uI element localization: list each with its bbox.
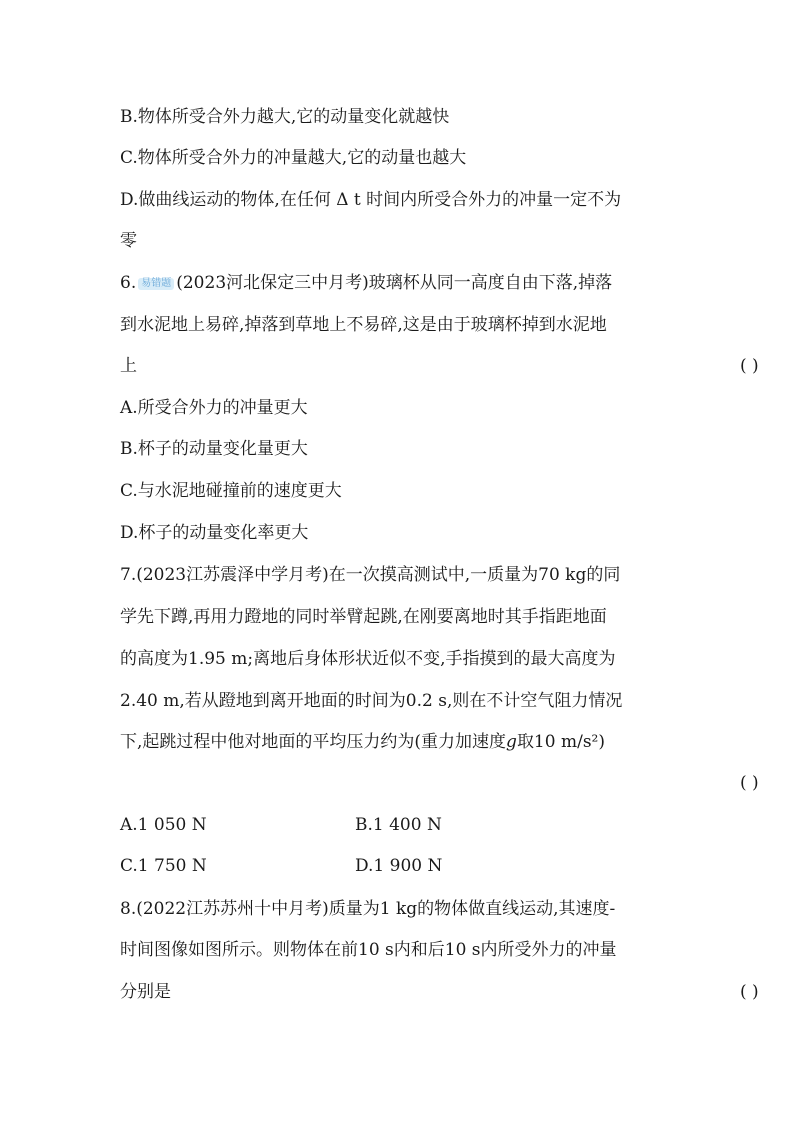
q7-options-row1 (120, 810, 680, 840)
q5-option-c: C.物体所受合外力的冲量越大,它的动量也越大 (120, 148, 467, 168)
q6-line1-text: (2023河北保定三中月考)玻璃杯从同一高度自由下落,掉落 (176, 273, 613, 293)
q6-line3-text: 上 (120, 356, 137, 376)
q6-option-b: B.杯子的动量变化量更大 (120, 439, 308, 459)
q7-stem-line5 (120, 727, 680, 757)
q7-stem-line3: 的高度为1.95 m;离地后身体形状近似不变,手指摸到的最大高度为 (120, 649, 616, 669)
q7-line5-g: g (506, 732, 517, 752)
q8-answer-bracket: ( ) (740, 982, 759, 1002)
q6-answer-bracket: ( ) (740, 356, 759, 376)
q6-stem-line3 (120, 351, 759, 381)
q7-option-c: C.1 750 N (120, 856, 207, 876)
q8-stem-line2: 时间图像如图所示。则物体在前10 s内和后10 s内所受外力的冲量 (120, 940, 617, 960)
q6-number: 6. (120, 273, 137, 293)
q7-option-b: B.1 400 N (355, 815, 442, 835)
q8-stem-line1: 8.(2022江苏苏州十中月考)质量为1 kg的物体做直线运动,其速度- (120, 899, 616, 919)
q5-option-b: B.物体所受合外力越大,它的动量变化就越快 (120, 107, 450, 127)
q6-option-d: D.杯子的动量变化率更大 (120, 523, 309, 543)
q8-line3-text: 分别是 (120, 982, 171, 1002)
q6-stem-line2: 到水泥地上易碎,掉落到草地上不易碎,这是由于玻璃杯掉到水泥地 (120, 315, 607, 335)
q7-line5-pre: 下,起跳过程中他对地面的平均压力约为(重力加速度 (120, 732, 507, 752)
q6-option-c: C.与水泥地碰撞前的速度更大 (120, 481, 342, 501)
q5-option-d-line1: D.做曲线运动的物体,在任何 Δ t 时间内所受合外力的冲量一定不为 (120, 190, 622, 210)
q7-answer-bracket: ( ) (740, 773, 759, 793)
q7-bracket-line (120, 768, 759, 798)
q7-stem-line2: 学先下蹲,再用力蹬地的同时举臂起跳,在刚要离地时其手指距地面 (120, 607, 607, 627)
q6-option-a: A.所受合外力的冲量更大 (120, 398, 308, 418)
q7-option-d: D.1 900 N (355, 856, 443, 876)
q7-stem-line1: 7.(2023江苏震泽中学月考)在一次摸高测试中,一质量为70 kg的同 (120, 565, 621, 585)
q7-stem-line4: 2.40 m,若从蹬地到离开地面的时间为0.2 s,则在不计空气阻力情况 (120, 691, 623, 711)
q7-option-a: A.1 050 N (120, 815, 207, 835)
q7-line5-post: 取10 m/s²) (516, 732, 605, 752)
q5-option-d-line2: 零 (120, 231, 137, 251)
q6-stem-line1 (120, 268, 680, 298)
q6-badge: 易错题 (138, 278, 174, 290)
q8-stem-line3 (120, 977, 759, 1007)
q7-options-row2 (120, 851, 680, 881)
